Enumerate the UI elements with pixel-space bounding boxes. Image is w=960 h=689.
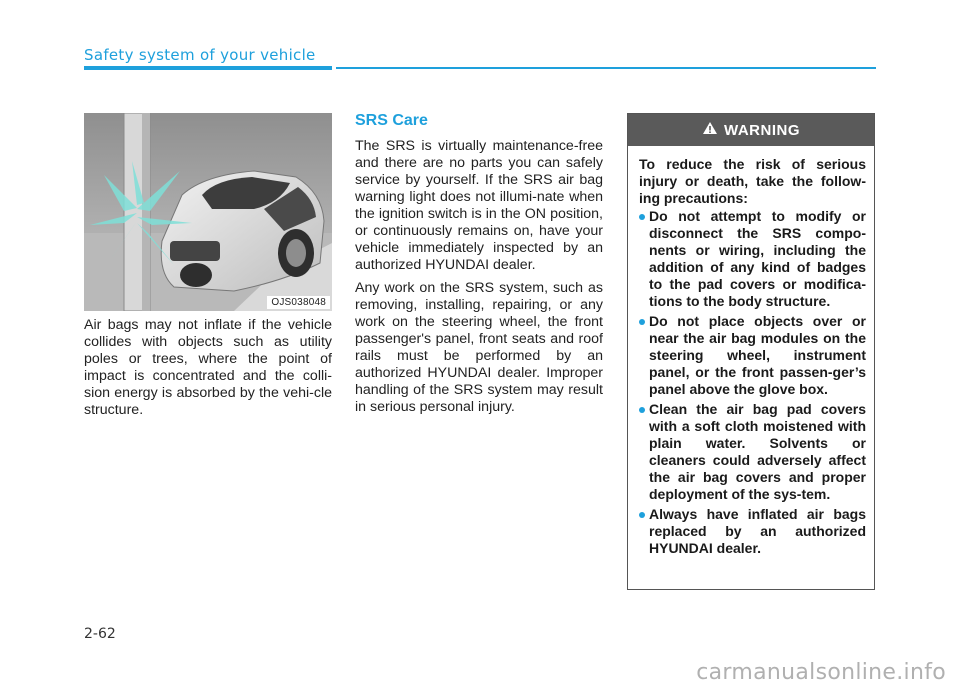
page-number: 2-62	[84, 626, 116, 642]
warning-intro: To reduce the risk of serious injury or death, take the follow-ing precautions:	[639, 156, 866, 206]
warning-triangle-icon	[702, 121, 718, 139]
warning-list	[639, 208, 866, 557]
watermark: carmanualsonline.info	[696, 660, 946, 685]
warning-item-text: Do not place objects over or near the air bag modules on the steering wheel, instrument panel, or the front passen-ger’s panel above the glove box.	[649, 313, 866, 397]
left-column-text: Air bags may not inflate if the vehicle collides with objects such as utility poles or trees, where the point of impact is concentrated and the colli-sion energy is absorbed by the vehi-cle structure.	[84, 317, 332, 418]
bullet-icon	[639, 214, 645, 220]
srs-care-paragraph-1: The SRS is virtually maintenance-free and there are no parts you can safely service by yourself. If the SRS air bag warning light does not illumi-nate when the ignition switch is in the ON position, or continuously remains on, have your vehicle immediately inspected by an authorized HYUNDAI dealer.	[355, 138, 603, 273]
warning-body	[628, 146, 874, 557]
figure-caption: OJS038048	[267, 296, 330, 309]
car-pole-collision-illustration	[84, 113, 332, 311]
warning-title: WARNING	[724, 121, 800, 139]
srs-care-section	[355, 112, 603, 422]
warning-item	[639, 313, 866, 398]
header-rule-thin	[336, 67, 876, 69]
illustration-svg	[84, 113, 332, 311]
bullet-icon	[639, 512, 645, 518]
section-title: Safety system of your vehicle	[84, 46, 316, 64]
srs-care-paragraph-2: Any work on the SRS system, such as removing, installing, repairing, or any work on the steering wheel, the front passenger's panel, front seats and roof rails must be performed by an authorized HYUNDAI dealer. Improper handling of the SRS system may result in serious personal injury.	[355, 280, 603, 415]
warning-item-text: Do not attempt to modify or disconnect the SRS compo-nents or wiring, including the addition of any kind of badges to the pad covers or modifica-tions to the body structure.	[649, 208, 866, 309]
srs-care-heading: SRS Care	[355, 112, 428, 129]
warning-header	[628, 114, 874, 146]
warning-item	[639, 506, 866, 557]
warning-item	[639, 208, 866, 310]
warning-item	[639, 401, 866, 503]
warning-box	[627, 113, 875, 590]
bullet-icon	[639, 319, 645, 325]
warning-item-text: Clean the air bag pad covers with a soft cloth moistened with plain water. Solvents or cleaners could adversely affect the air bag covers and proper deployment of the sys-tem.	[649, 401, 866, 502]
header-rule-thick	[84, 66, 332, 70]
bullet-icon	[639, 407, 645, 413]
warning-item-text: Always have inflated air bags replaced by an authorized HYUNDAI dealer.	[649, 506, 866, 556]
